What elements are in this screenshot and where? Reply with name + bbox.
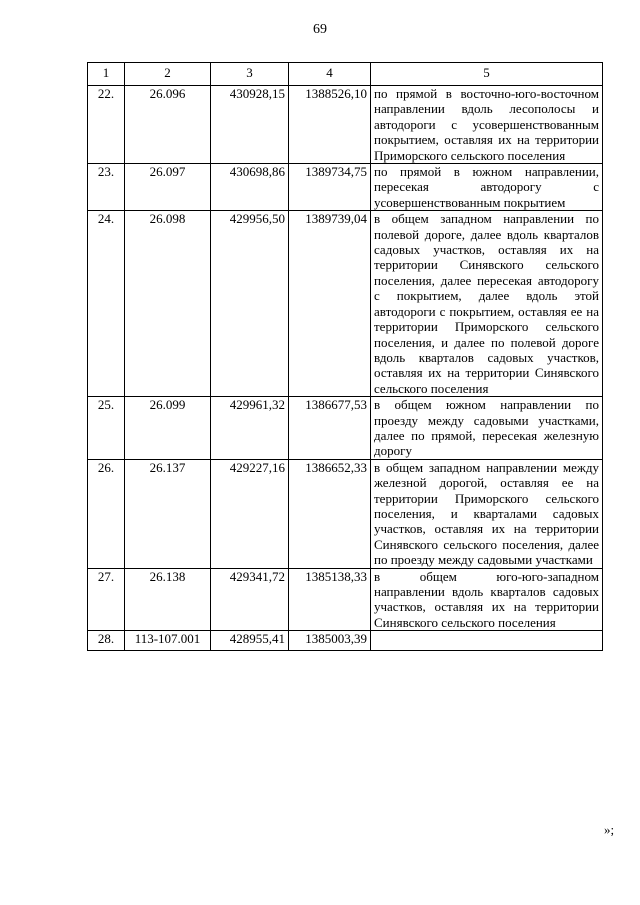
coordinate-x: 428955,41 [211,631,289,651]
coordinate-y: 1385138,33 [289,568,371,631]
point-id: 26.097 [125,164,211,211]
header-cell-y: 4 [289,63,371,86]
coordinate-y: 1388526,10 [289,86,371,164]
row-number: 26. [88,459,125,568]
coordinate-x: 429961,32 [211,397,289,460]
boundary-description [371,631,603,651]
coordinate-x: 430698,86 [211,164,289,211]
boundary-description: в общем западном направлении по полевой дороге, далее вдоль кварталов садовых участков, оставляя их на территории Синявского сельского поселения, далее пересекая автодорогу с покрытием, далее вдоль этой автодороги с покрытием, оставляя ее на территории Приморского сельского поселения, и далее по полевой дороге вдоль кварталов садовых участков, оставляя их на территории Синявского сельского поселения [371,211,603,397]
point-id: 113-107.001 [125,631,211,651]
boundary-points-table [87,62,603,651]
table-row [88,397,603,460]
coordinate-y: 1385003,39 [289,631,371,651]
table-row [88,86,603,164]
point-id: 26.098 [125,211,211,397]
row-number: 23. [88,164,125,211]
table-row [88,211,603,397]
point-id: 26.138 [125,568,211,631]
boundary-description: в общем южном направлении по проезду между садовыми участками, далее по прямой, пересекая железную дорогу [371,397,603,460]
coordinate-x: 429341,72 [211,568,289,631]
header-cell-x: 3 [211,63,289,86]
table-header-row [88,63,603,86]
coordinate-y: 1389734,75 [289,164,371,211]
header-cell-point: 2 [125,63,211,86]
table-row [88,164,603,211]
row-number: 28. [88,631,125,651]
row-number: 24. [88,211,125,397]
coordinate-x: 430928,15 [211,86,289,164]
row-number: 25. [88,397,125,460]
coordinate-x: 429956,50 [211,211,289,397]
point-id: 26.137 [125,459,211,568]
closing-quote-mark: »; [604,822,615,837]
boundary-description: в общем западном направлении между железной дорогой, оставляя ее на территории Приморского сельского поселения, и кварталами садовых участков, оставляя их на территории Синявского сельского поселения, далее по проезду между садовыми участками [371,459,603,568]
coordinate-y: 1389739,04 [289,211,371,397]
page-number: 69 [313,22,327,37]
boundary-description: в общем юго-юго-западном направлении вдоль кварталов садовых участков, оставляя их на территории Синявского сельского поселения [371,568,603,631]
coordinate-y: 1386652,33 [289,459,371,568]
point-id: 26.099 [125,397,211,460]
coordinate-y: 1386677,53 [289,397,371,460]
table-row [88,568,603,631]
boundary-description: по прямой в южном направлении, пересекая автодорогу с усовершенствованным покрытием [371,164,603,211]
point-id: 26.096 [125,86,211,164]
header-cell-number: 1 [88,63,125,86]
table-row [88,631,603,651]
header-cell-description: 5 [371,63,603,86]
row-number: 27. [88,568,125,631]
coordinate-x: 429227,16 [211,459,289,568]
boundary-description: по прямой в восточно-юго-восточном направлении вдоль лесополосы и автодороги с усовершенствованным покрытием, оставляя их на территории Приморского сельского поселения [371,86,603,164]
table-row [88,459,603,568]
row-number: 22. [88,86,125,164]
